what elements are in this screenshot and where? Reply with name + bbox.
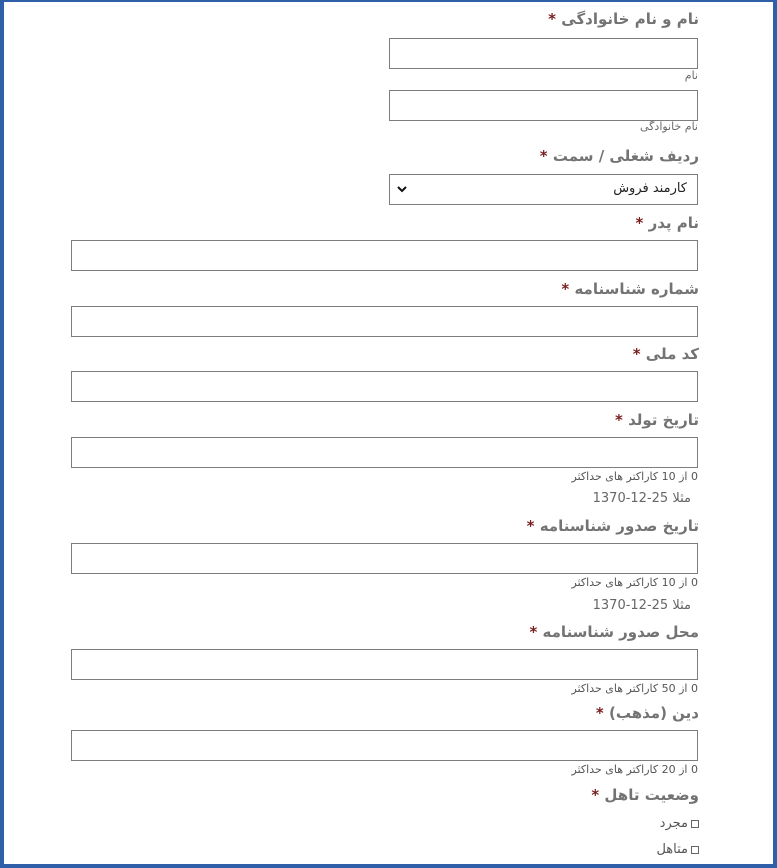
job-position-select[interactable]	[389, 174, 698, 205]
father-name-label: نام پدر *	[635, 214, 699, 232]
first-name-input[interactable]	[389, 38, 698, 69]
id-number-label: شماره شناسنامه *	[561, 280, 699, 298]
id-issue-date-example: مثلا 1370-12-25	[592, 598, 691, 613]
marital-option-single[interactable]: مجرد	[660, 816, 699, 832]
birth-date-label: تاریخ تولد *	[615, 411, 699, 429]
birth-date-char-hint: 0 از 10 کاراکتر های حداکثر	[571, 470, 698, 483]
religion-char-hint: 0 از 20 کاراکتر های حداکثر	[571, 763, 698, 776]
last-name-input[interactable]	[389, 90, 698, 121]
id-issue-place-char-hint: 0 از 50 کاراکتر های حداکثر	[571, 682, 698, 695]
birth-date-input[interactable]	[71, 437, 698, 468]
married-checkbox[interactable]	[691, 846, 699, 854]
id-issue-date-label: تاریخ صدور شناسنامه *	[526, 517, 699, 535]
national-code-input[interactable]	[71, 371, 698, 402]
religion-label: دین (مذهب) *	[595, 704, 699, 722]
id-issue-place-label: محل صدور شناسنامه *	[529, 623, 699, 641]
first-name-sublabel: نام	[684, 69, 698, 82]
father-name-input[interactable]	[71, 240, 698, 271]
full-name-label: نام و نام خانوادگی *	[548, 10, 699, 28]
marital-status-label: وضعیت تاهل *	[591, 786, 699, 804]
chevron-down-icon	[395, 178, 409, 200]
religion-input[interactable]	[71, 730, 698, 761]
id-number-input[interactable]	[71, 306, 698, 337]
id-issue-date-input[interactable]	[71, 543, 698, 574]
job-position-label: ردیف شغلی / سمت *	[539, 147, 699, 165]
id-issue-date-char-hint: 0 از 10 کاراکتر های حداکثر	[571, 576, 698, 589]
single-checkbox[interactable]	[691, 820, 699, 828]
marital-option-married[interactable]: متاهل	[656, 842, 699, 858]
last-name-sublabel: نام خانوادگی	[640, 120, 698, 133]
national-code-label: کد ملی *	[632, 345, 699, 363]
id-issue-place-input[interactable]	[71, 649, 698, 680]
birth-date-example: مثلا 1370-12-25	[592, 491, 691, 506]
job-position-value: کارمند فروش	[613, 181, 687, 196]
